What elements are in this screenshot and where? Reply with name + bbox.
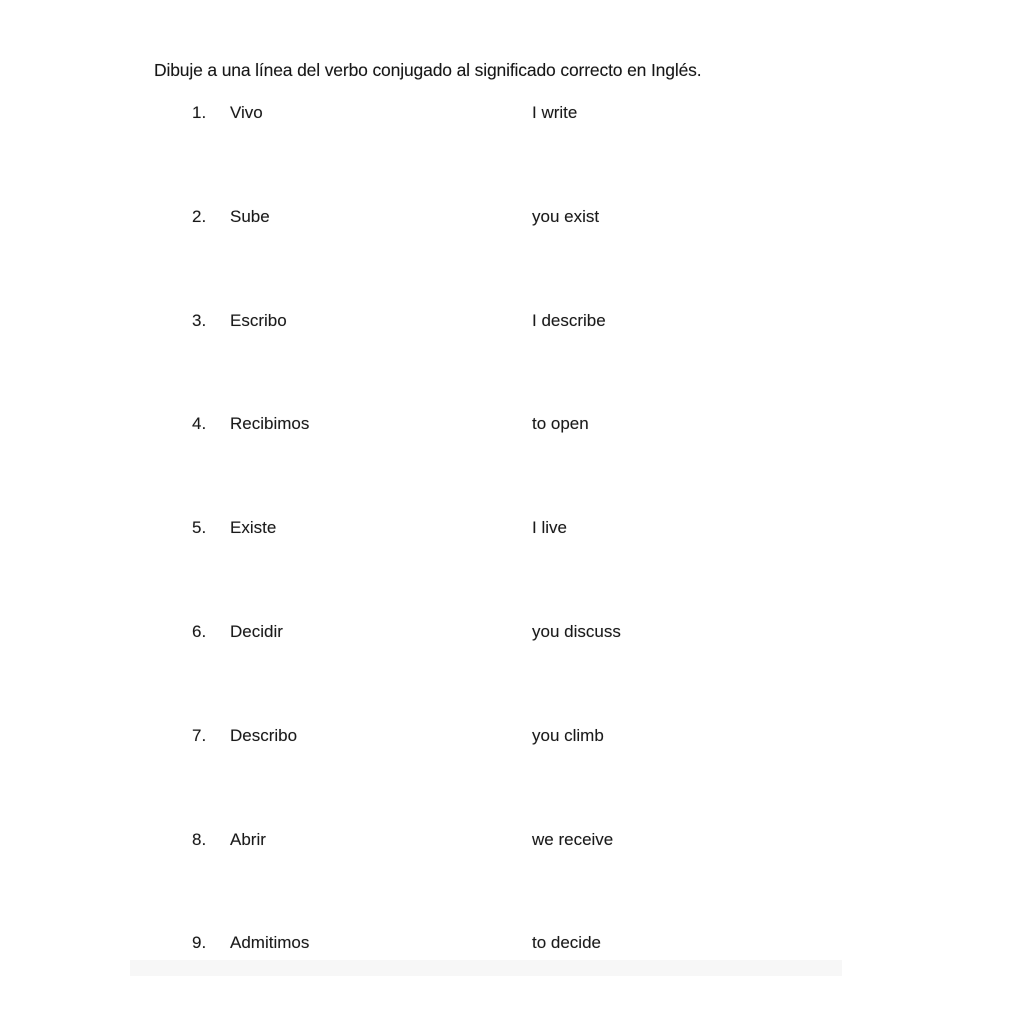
english-meaning: you climb bbox=[532, 726, 604, 745]
spanish-verb: Decidir bbox=[230, 622, 283, 641]
english-meaning: you exist bbox=[532, 207, 600, 226]
matching-row-7 bbox=[0, 726, 1024, 750]
english-meaning: we receive bbox=[532, 830, 614, 849]
spanish-verb: Recibimos bbox=[230, 414, 310, 433]
spanish-verb: Existe bbox=[230, 518, 277, 537]
english-meaning: I describe bbox=[532, 311, 606, 330]
worksheet-instructions: Dibuje a una línea del verbo conjugado al significado correcto en Inglés. bbox=[154, 60, 702, 80]
item-number: 5. bbox=[192, 518, 207, 537]
spanish-verb: Abrir bbox=[230, 830, 266, 849]
item-number: 6. bbox=[192, 622, 207, 641]
matching-row-6 bbox=[0, 622, 1024, 646]
matching-row-1 bbox=[0, 103, 1024, 127]
item-number: 1. bbox=[192, 103, 207, 122]
matching-row-4 bbox=[0, 414, 1024, 438]
item-number: 9. bbox=[192, 933, 207, 952]
item-number: 2. bbox=[192, 207, 207, 226]
item-number: 8. bbox=[192, 830, 207, 849]
english-meaning: I live bbox=[532, 518, 567, 537]
english-meaning: to open bbox=[532, 414, 589, 433]
matching-row-2 bbox=[0, 207, 1024, 231]
matching-row-3 bbox=[0, 311, 1024, 335]
page-crop-edge bbox=[130, 960, 842, 976]
english-meaning: I write bbox=[532, 103, 578, 122]
spanish-verb: Describo bbox=[230, 726, 298, 745]
item-number: 3. bbox=[192, 311, 207, 330]
matching-row-5 bbox=[0, 518, 1024, 542]
english-meaning: you discuss bbox=[532, 622, 621, 641]
item-number: 7. bbox=[192, 726, 207, 745]
spanish-verb: Sube bbox=[230, 207, 270, 226]
matching-row-8 bbox=[0, 830, 1024, 854]
item-number: 4. bbox=[192, 414, 207, 433]
spanish-verb: Escribo bbox=[230, 311, 287, 330]
spanish-verb: Admitimos bbox=[230, 933, 310, 952]
english-meaning: to decide bbox=[532, 933, 601, 952]
spanish-verb: Vivo bbox=[230, 103, 263, 122]
matching-row-9 bbox=[0, 933, 1024, 957]
